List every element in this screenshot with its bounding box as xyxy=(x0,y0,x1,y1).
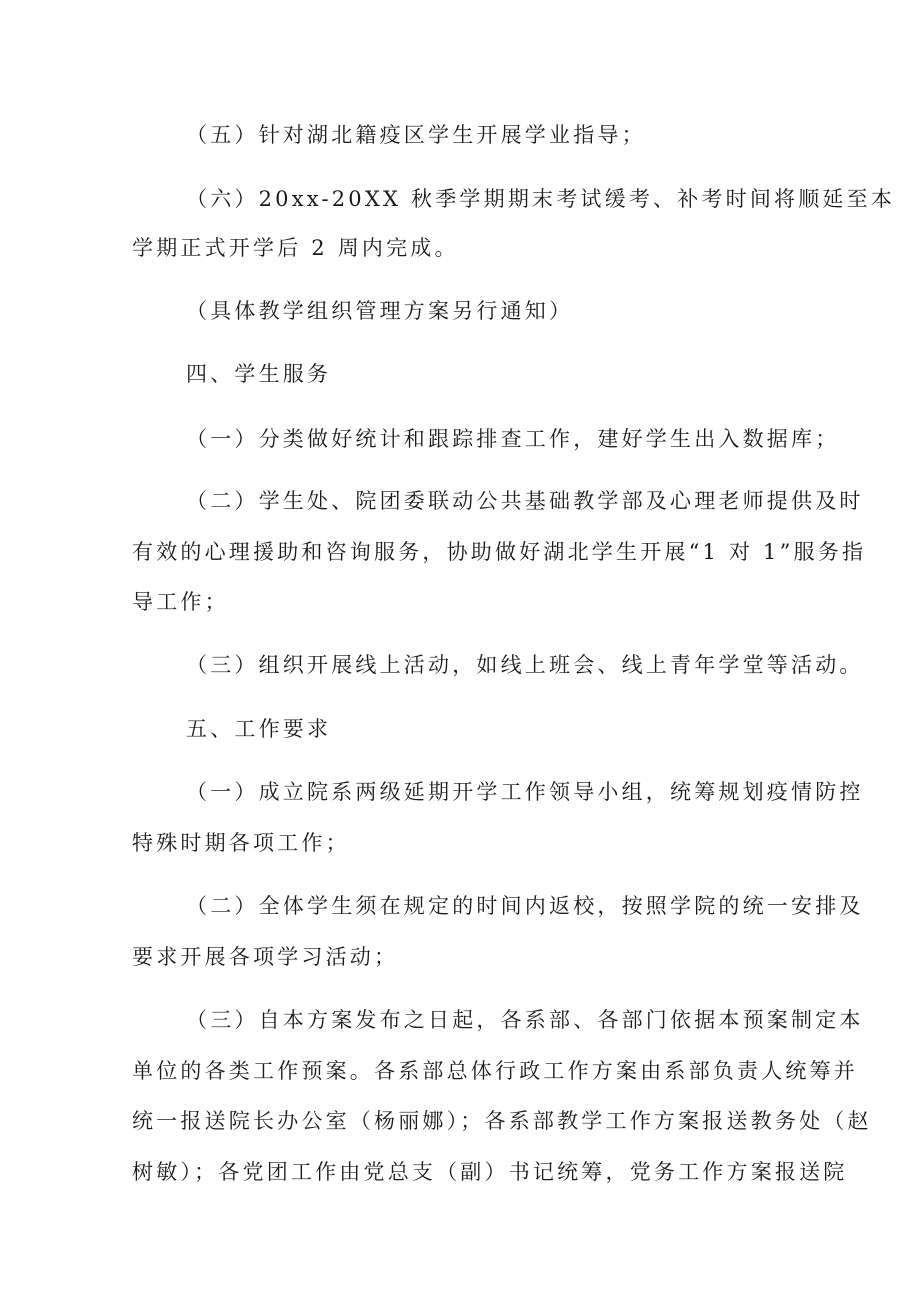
paragraph-line: （一）成立院系两级延期开学工作领导小组，统筹规划疫情防控 xyxy=(186,780,864,804)
paragraph-line: 有效的心理援助和咨询服务，协助做好湖北学生开展“1 对 1”服务指 xyxy=(132,540,867,564)
paragraph-line: 单位的各类工作预案。各系部总体行政工作方案由系部负责人统筹并 xyxy=(132,1059,858,1083)
paragraph-line: （二）学生处、院团委联动公共基础教学部及心理老师提供及时 xyxy=(186,489,864,513)
paragraph-line: 特殊时期各项工作； xyxy=(132,831,350,855)
paragraph-line: 树敏）；各党团工作由党总支（副）书记统筹，党务工作方案报送院 xyxy=(132,1160,848,1184)
section-heading: 四、学生服务 xyxy=(186,362,332,386)
paragraph-line: （二）全体学生须在规定的时间内返校，按照学院的统一安排及 xyxy=(186,894,864,918)
paragraph-line: 学期正式开学后 2 周内完成。 xyxy=(132,236,459,260)
paragraph-line: （一）分类做好统计和跟踪排查工作，建好学生出入数据库； xyxy=(186,427,840,451)
paragraph-line: 统一报送院长办公室（杨丽娜）；各系部教学工作方案报送教务处（赵 xyxy=(132,1109,872,1133)
section-heading: 五、工作要求 xyxy=(186,717,332,741)
paragraph-line: （六）20xx-20XX 秋季学期期末考试缓考、补考时间将顺延至本 xyxy=(186,187,896,211)
paragraph-line: 要求开展各项学习活动； xyxy=(132,945,399,969)
paragraph-line: （三）组织开展线上活动，如线上班会、线上青年学堂等活动。 xyxy=(186,653,864,677)
paragraph-line: （五）针对湖北籍疫区学生开展学业指导； xyxy=(186,123,646,147)
paragraph-line: 导工作； xyxy=(132,590,229,614)
paragraph-line: （三）自本方案发布之日起，各系部、各部门依据本预案制定本 xyxy=(186,1008,864,1032)
paragraph-line: （具体教学组织管理方案另行通知） xyxy=(186,299,574,323)
